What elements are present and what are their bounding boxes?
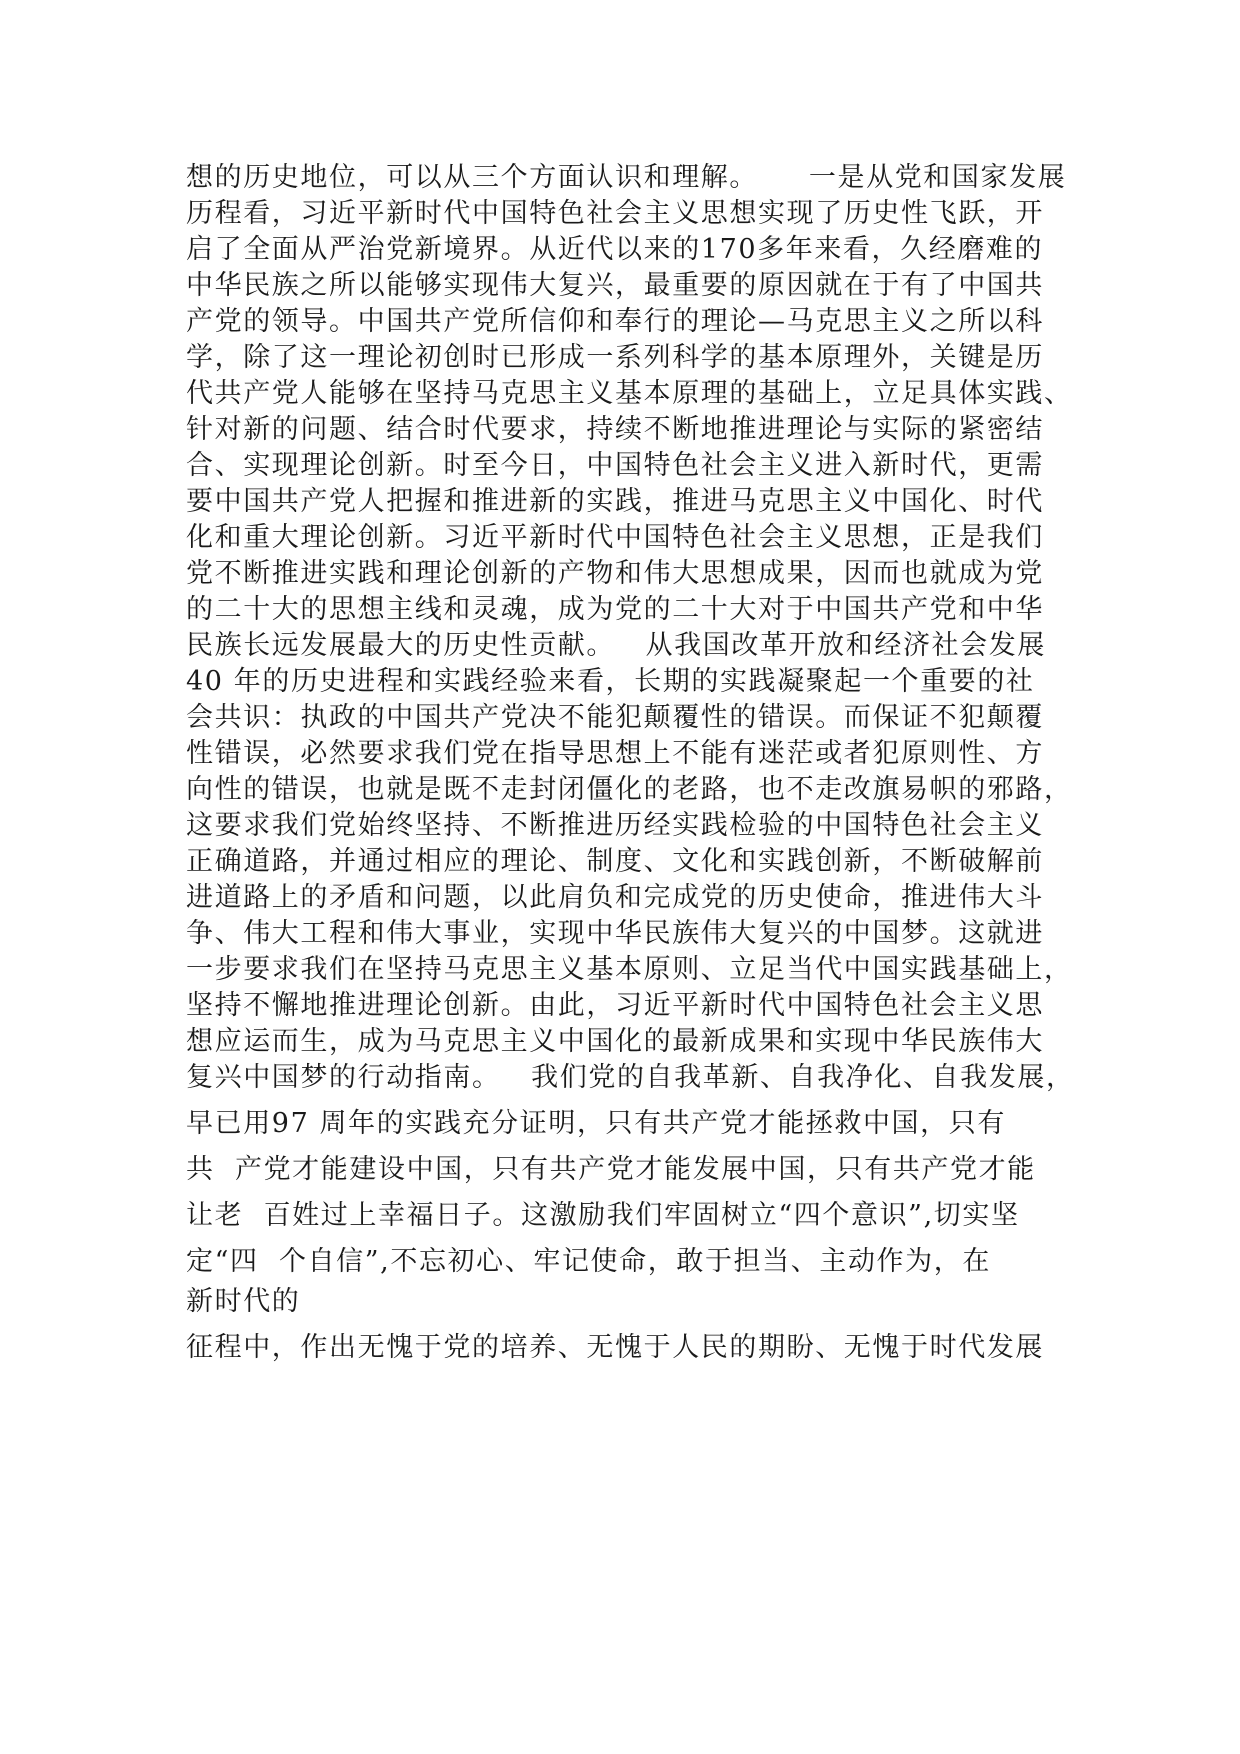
text-line: 合、实现理论创新。时至今日，中国特色社会主义进入新时代，更需 — [186, 450, 1044, 481]
text-line: 早已用97 周年的实践充分证明，只有共产党才能拯救中国，只有 — [186, 1108, 1006, 1139]
text-line: 这要求我们党始终坚持、不断推进历经实践检验的中国特色社会主义 — [186, 810, 1044, 841]
text-line: 争、伟大工程和伟大事业，实现中华民族伟大复兴的中国梦。这就进 — [186, 918, 1044, 949]
text-line: 历程看，习近平新时代中国特色社会主义思想实现了历史性飞跃，开 — [186, 198, 1044, 229]
text-line: 要中国共产党人把握和推进新的实践，推进马克思主义中国化、时代 — [186, 486, 1044, 517]
text-line: 产党的领导。中国共产党所信仰和奉行的理论—马克思主义之所以科 — [186, 306, 1044, 337]
text-line: 会共识：执政的中国共产党决不能犯颠覆性的错误。而保证不犯颠覆 — [186, 702, 1044, 733]
text-line: 共 产党才能建设中国，只有共产党才能发展中国，只有共产党才能 — [186, 1154, 1036, 1185]
text-line: 征程中，作出无愧于党的培养、无愧于人民的期盼、无愧于时代发展 — [186, 1332, 1044, 1363]
text-line: 让老 百姓过上幸福日子。这激励我们牢固树立“四个意识”,切实坚 — [186, 1200, 1020, 1231]
text-line: 想应运而生，成为马克思主义中国化的最新成果和实现中华民族伟大 — [186, 1026, 1044, 1057]
text-line: 定“四 个自信”,不忘初心、牢记使命，敢于担当、主动作为，在 — [186, 1246, 991, 1277]
text-line: 复兴中国梦的行动指南。 我们党的自我革新、自我净化、自我发展， — [186, 1062, 1075, 1093]
text-line: 性错误，必然要求我们党在指导思想上不能有迷茫或者犯原则性、方 — [186, 738, 1044, 769]
text-line: 中华民族之所以能够实现伟大复兴，最重要的原因就在于有了中国共 — [186, 270, 1044, 301]
text-line: 一步要求我们在坚持马克思主义基本原则、立足当代中国实践基础上， — [186, 954, 1073, 985]
text-line: 向性的错误，也就是既不走封闭僵化的老路，也不走改旗易帜的邪路， — [186, 774, 1073, 805]
text-line: 代共产党人能够在坚持马克思主义基本原理的基础上，立足具体实践、 — [186, 378, 1073, 409]
text-line: 针对新的问题、结合时代要求，持续不断地推进理论与实际的紧密结 — [186, 414, 1044, 445]
text-line: 学，除了这一理论初创时已形成一系列科学的基本原理外，关键是历 — [186, 342, 1044, 373]
text-line: 正确道路，并通过相应的理论、制度、文化和实践创新，不断破解前 — [186, 846, 1044, 877]
text-line: 的二十大的思想主线和灵魂，成为党的二十大对于中国共产党和中华 — [186, 594, 1044, 625]
text-line: 化和重大理论创新。习近平新时代中国特色社会主义思想，正是我们 — [186, 522, 1044, 553]
body-text — [186, 160, 1075, 1366]
text-line: 新时代的 — [186, 1286, 301, 1317]
text-line: 进道路上的矛盾和问题，以此肩负和完成党的历史使命，推进伟大斗 — [186, 882, 1044, 913]
text-line: 想的历史地位，可以从三个方面认识和理解。 一是从党和国家发展 — [186, 162, 1067, 193]
text-line: 民族长远发展最大的历史性贡献。 从我国改革开放和经济社会发展 — [186, 630, 1046, 661]
text-line: 启了全面从严治党新境界。从近代以来的170多年来看，久经磨难的 — [186, 234, 1044, 265]
text-line: 党不断推进实践和理论创新的产物和伟大思想成果，因而也就成为党 — [186, 558, 1044, 589]
text-line: 坚持不懈地推进理论创新。由此，习近平新时代中国特色社会主义思 — [186, 990, 1044, 1021]
text-line: 40 年的历史进程和实践经验来看，长期的实践凝聚起一个重要的社 — [186, 666, 1035, 697]
